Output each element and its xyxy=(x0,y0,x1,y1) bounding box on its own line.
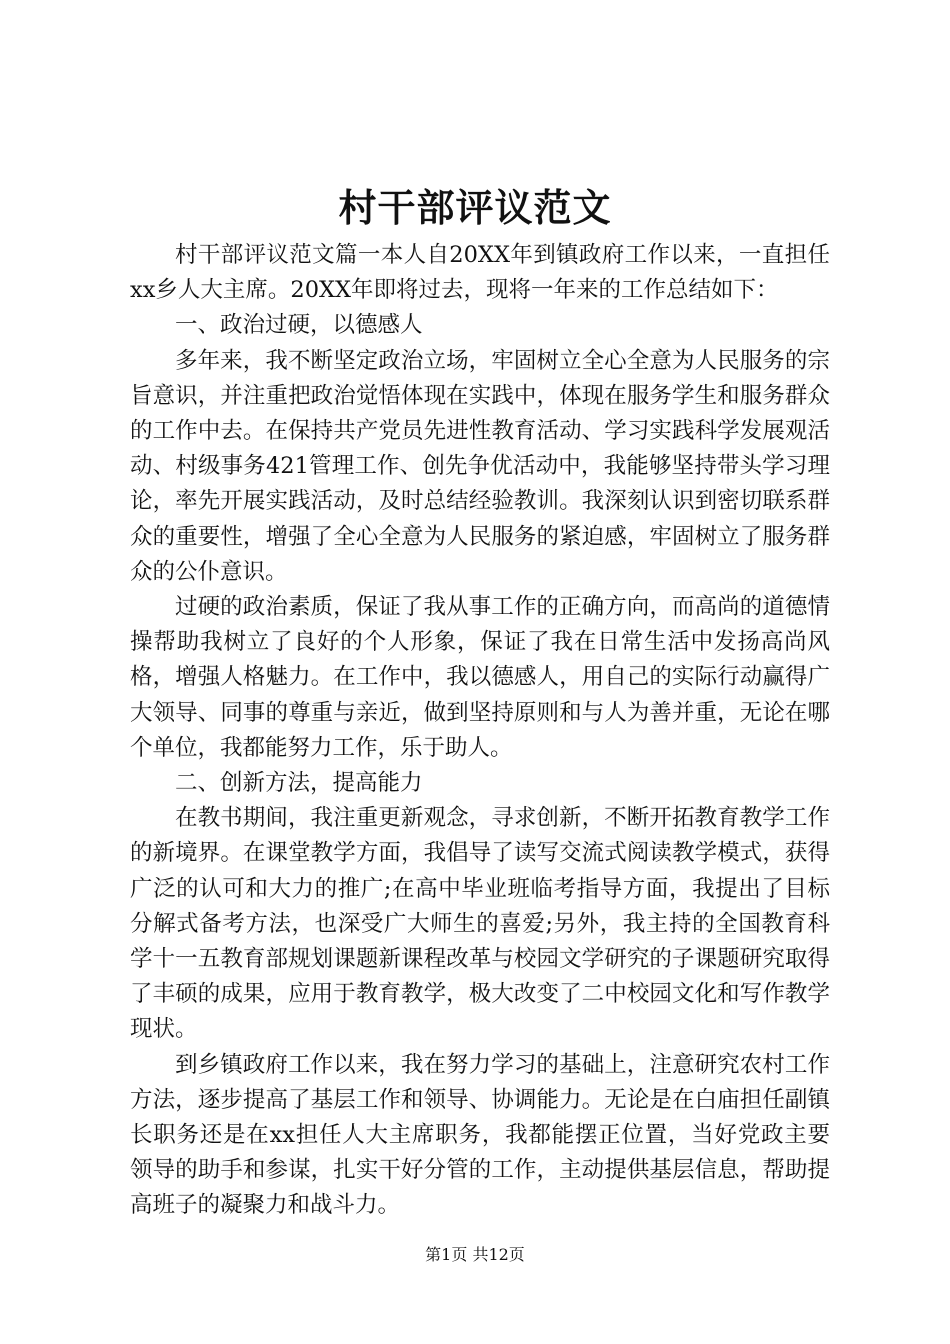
document-body xyxy=(130,238,830,1224)
page-number-footer: 第1页 共12页 xyxy=(425,1245,525,1264)
paragraph-political-stance: 多年来，我不断坚定政治立场，牢固树立全心全意为人民服务的宗旨意识，并注重把政治觉悟体现在实践中，体现在服务学生和服务群众的工作中去。在保持共产党员先进性教育活动、学习实践科学发展观活动、村级事务421管理工作、创先争优活动中，我能够坚持带头学习理论，率先开展实践活动，及时总结经验教训。我深刻认识到密切联系群众的重要性，增强了全心全意为人民服务的紧迫感，牢固树立了服务群众的公仆意识。 xyxy=(130,347,830,585)
paragraph-teaching-innovation: 在教书期间，我注重更新观念，寻求创新，不断开拓教育教学工作的新境界。在课堂教学方面，我倡导了读写交流式阅读教学模式，获得广泛的认可和大力的推广;在高中毕业班临考指导方面，我提出了目标分解式备考方法，也深受广大师生的喜爱;另外，我主持的全国教育科学十一五教育部规划课题新课程改革与校园文学研究的子课题研究取得了丰硕的成果，应用于教育教学，极大改变了二中校园文化和写作教学现状。 xyxy=(130,805,830,1043)
paragraph-intro: 村干部评议范文篇一本人自20XX年到镇政府工作以来，一直担任xx乡人大主席。20XX年即将过去，现将一年来的工作总结如下： xyxy=(130,242,830,304)
document-title: 村干部评议范文 xyxy=(338,185,612,230)
paragraph-township-work: 到乡镇政府工作以来，我在努力学习的基础上，注意研究农村工作方法，逐步提高了基层工作和领导、协调能力。无论是在白庙担任副镇长职务还是在xx担任人大主席职务，我都能摆正位置，当好党政主要领导的助手和参谋，扎实干好分管的工作，主动提供基层信息，帮助提高班子的凝聚力和战斗力。 xyxy=(130,1051,830,1219)
paragraph-moral-character: 过硬的政治素质，保证了我从事工作的正确方向，而高尚的道德情操帮助我树立了良好的个人形象，保证了我在日常生活中发扬高尚风格，增强人格魅力。在工作中，我以德感人，用自己的实际行动赢得广大领导、同事的尊重与亲近，做到坚持原则和与人为善并重，无论在哪个单位，我都能努力工作，乐于助人。 xyxy=(130,594,830,761)
section-heading-2: 二、创新方法，提高能力 xyxy=(175,770,423,797)
section-heading-1: 一、政治过硬，以德感人 xyxy=(175,312,423,339)
